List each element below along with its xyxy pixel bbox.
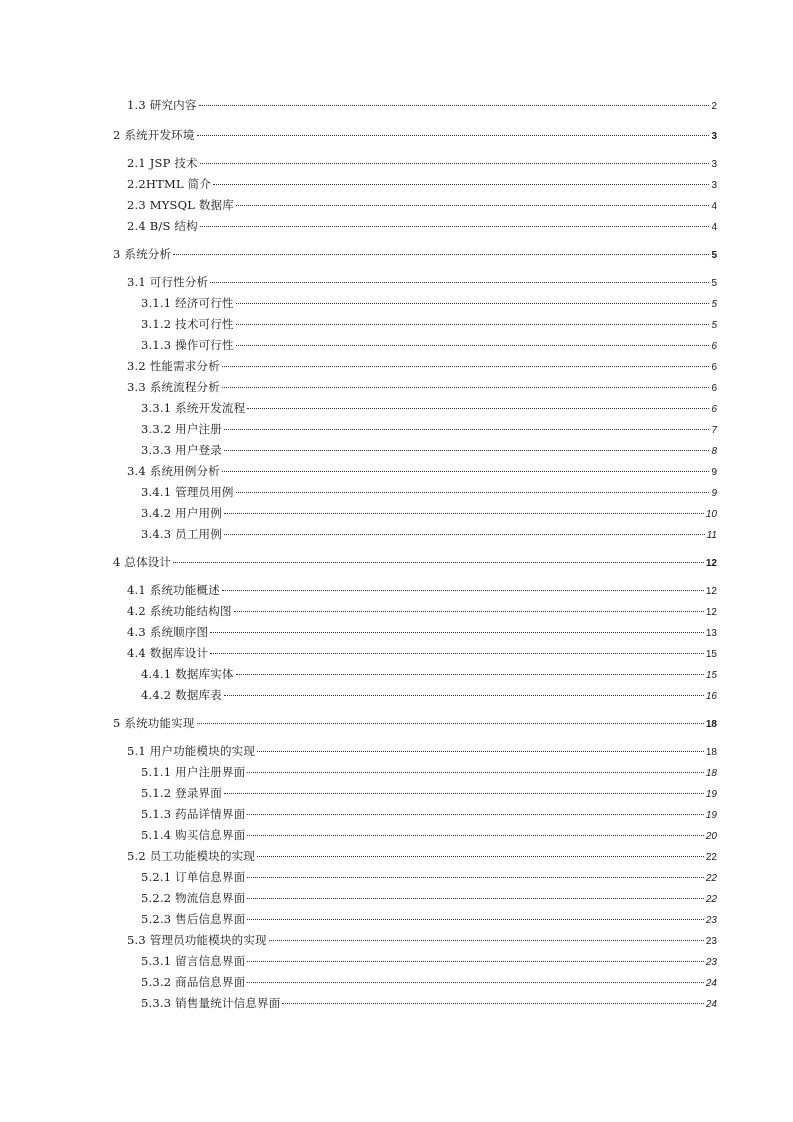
toc-entry[interactable] bbox=[141, 505, 717, 521]
toc-entry[interactable] bbox=[127, 97, 717, 113]
toc-entry-title: 5.3.1 留言信息界面 bbox=[141, 954, 246, 968]
toc-dot-leader bbox=[222, 590, 704, 591]
toc-page-number: 13 bbox=[705, 628, 717, 639]
toc-page-number: 5 bbox=[711, 320, 717, 331]
toc-dot-leader bbox=[269, 940, 704, 941]
toc-entry[interactable] bbox=[141, 785, 717, 801]
toc-dot-leader bbox=[173, 254, 709, 255]
toc-entry[interactable] bbox=[141, 295, 717, 311]
toc-dot-leader bbox=[222, 387, 709, 388]
toc-dot-leader bbox=[222, 366, 709, 367]
toc-dot-leader bbox=[247, 408, 709, 409]
toc-page-number: 3 bbox=[711, 180, 717, 191]
toc-entry[interactable] bbox=[141, 869, 717, 885]
toc-entry-title: 5.2 员工功能模块的实现 bbox=[127, 849, 256, 863]
toc-dot-leader bbox=[247, 919, 704, 920]
toc-page-number: 10 bbox=[705, 509, 717, 520]
toc-entry-title: 3.2 性能需求分析 bbox=[127, 359, 220, 373]
toc-dot-leader bbox=[247, 961, 704, 962]
toc-entry[interactable] bbox=[113, 246, 717, 262]
toc-entry[interactable] bbox=[113, 127, 717, 143]
toc-page-number: 4 bbox=[711, 201, 717, 212]
toc-entry[interactable] bbox=[141, 421, 717, 437]
toc-entry[interactable] bbox=[127, 932, 717, 948]
toc-entry-title: 5.1.3 药品详情界面 bbox=[141, 807, 246, 821]
toc-page-number: 20 bbox=[705, 831, 717, 842]
toc-dot-leader bbox=[247, 877, 704, 878]
toc-entry-title: 5.3.2 商品信息界面 bbox=[141, 975, 246, 989]
toc-entry[interactable] bbox=[141, 974, 717, 990]
toc-entry[interactable] bbox=[141, 764, 717, 780]
toc-page-number: 6 bbox=[711, 362, 717, 373]
toc-dot-leader bbox=[236, 205, 709, 206]
toc-entry[interactable] bbox=[113, 715, 717, 731]
toc-page-number: 6 bbox=[711, 404, 717, 415]
toc-entry-title: 5.1 用户功能模块的实现 bbox=[127, 744, 256, 758]
toc-dot-leader bbox=[224, 450, 710, 451]
toc-page-number: 9 bbox=[711, 488, 717, 499]
toc-entry[interactable] bbox=[141, 442, 717, 458]
toc-page-number: 7 bbox=[711, 425, 717, 436]
toc-page-number: 9 bbox=[711, 467, 717, 478]
toc-dot-leader bbox=[224, 429, 710, 430]
toc-entry-title: 5.3 管理员功能模块的实现 bbox=[127, 933, 267, 947]
toc-entry[interactable] bbox=[127, 645, 717, 661]
toc-entry[interactable] bbox=[113, 554, 717, 570]
toc-dot-leader bbox=[236, 492, 710, 493]
toc-dot-leader bbox=[236, 303, 710, 304]
toc-entry[interactable] bbox=[141, 337, 717, 353]
toc-page-number: 16 bbox=[705, 691, 717, 702]
toc-entry[interactable] bbox=[141, 953, 717, 969]
toc-entry-title: 2.1 JSP 技术 bbox=[127, 156, 198, 170]
toc-page-number: 22 bbox=[705, 894, 717, 905]
toc-page-number: 24 bbox=[705, 999, 717, 1010]
toc-entry-title: 3.3.1 系统开发流程 bbox=[141, 401, 246, 415]
toc-page-number: 12 bbox=[705, 586, 717, 597]
toc-entry[interactable] bbox=[127, 379, 717, 395]
toc-dot-leader bbox=[247, 898, 704, 899]
toc-page-number: 23 bbox=[705, 915, 717, 926]
toc-entry-title: 5.2.1 订单信息界面 bbox=[141, 870, 246, 884]
toc-dot-leader bbox=[224, 513, 704, 514]
toc-entry-title: 3.4.2 用户用例 bbox=[141, 506, 222, 520]
toc-entry-title: 3.1.1 经济可行性 bbox=[141, 296, 234, 310]
toc-entry-title: 3.3 系统流程分析 bbox=[127, 380, 220, 394]
toc-dot-leader bbox=[282, 1003, 703, 1004]
toc-page-number: 23 bbox=[705, 936, 717, 947]
toc-page-number: 19 bbox=[705, 810, 717, 821]
toc-entry[interactable] bbox=[127, 274, 717, 290]
toc-dot-leader bbox=[247, 772, 704, 773]
toc-page-number: 15 bbox=[705, 670, 717, 681]
toc-entry-title: 3.1.3 操作可行性 bbox=[141, 338, 234, 352]
toc-entry[interactable] bbox=[127, 743, 717, 759]
toc-page-number: 15 bbox=[705, 649, 717, 660]
toc-page-number: 18 bbox=[705, 768, 717, 779]
toc-entry[interactable] bbox=[127, 603, 717, 619]
toc-dot-leader bbox=[197, 135, 710, 136]
toc-entry-title: 3.1 可行性分析 bbox=[127, 275, 209, 289]
toc-dot-leader bbox=[236, 345, 710, 346]
toc-page-number: 5 bbox=[711, 299, 717, 310]
toc-page-number: 8 bbox=[711, 446, 717, 457]
toc-entry-title: 5.2.3 售后信息界面 bbox=[141, 912, 246, 926]
toc-entry[interactable] bbox=[127, 358, 717, 374]
toc-dot-leader bbox=[210, 632, 704, 633]
toc-entry[interactable] bbox=[127, 582, 717, 598]
toc-entry[interactable] bbox=[141, 484, 717, 500]
toc-entry-title: 3.3.2 用户注册 bbox=[141, 422, 222, 436]
toc-dot-leader bbox=[224, 695, 704, 696]
toc-dot-leader bbox=[234, 611, 704, 612]
toc-entry[interactable] bbox=[141, 400, 717, 416]
toc-entry-title: 3.4.3 员工用例 bbox=[141, 527, 222, 541]
toc-dot-leader bbox=[199, 105, 710, 106]
toc-page-number: 22 bbox=[705, 852, 717, 863]
toc-page-number: 5 bbox=[711, 278, 717, 289]
toc-entry[interactable] bbox=[141, 827, 717, 843]
toc-entry[interactable] bbox=[141, 806, 717, 822]
toc-dot-leader bbox=[224, 534, 705, 535]
toc-entry-title: 3 系统分析 bbox=[113, 247, 172, 261]
toc-page-number: 19 bbox=[705, 789, 717, 800]
toc-page-number: 11 bbox=[706, 530, 717, 541]
toc-entry-title: 4 总体设计 bbox=[113, 555, 172, 569]
toc-entry-title: 4.4.1 数据库实体 bbox=[141, 667, 234, 681]
toc-page-number: 4 bbox=[711, 222, 717, 233]
toc-entry[interactable] bbox=[141, 911, 717, 927]
toc-page-number: 18 bbox=[705, 747, 717, 758]
toc-entry-title: 5 系统功能实现 bbox=[113, 716, 195, 730]
toc-entry-title: 5.1.4 购买信息界面 bbox=[141, 828, 246, 842]
toc-entry[interactable] bbox=[127, 218, 717, 234]
toc-entry-title: 5.1.1 用户注册界面 bbox=[141, 765, 246, 779]
toc-entry[interactable] bbox=[127, 624, 717, 640]
toc-dot-leader bbox=[236, 674, 704, 675]
toc-entry-title: 2 系统开发环境 bbox=[113, 128, 195, 142]
toc-entry[interactable] bbox=[127, 176, 717, 192]
toc-page-number: 2 bbox=[711, 101, 717, 112]
toc-page-number: 3 bbox=[711, 131, 717, 142]
toc-entry[interactable] bbox=[127, 197, 717, 213]
toc-entry-title: 3.4.1 管理员用例 bbox=[141, 485, 234, 499]
toc-entry-title: 2.2HTML 简介 bbox=[127, 177, 212, 191]
toc-entry[interactable] bbox=[127, 848, 717, 864]
toc-entry[interactable] bbox=[141, 666, 717, 682]
toc-entry[interactable] bbox=[127, 155, 717, 171]
toc-page-number: 24 bbox=[705, 978, 717, 989]
toc-entry-title: 3.4 系统用例分析 bbox=[127, 464, 220, 478]
toc-entry-title: 3.1.2 技术可行性 bbox=[141, 317, 234, 331]
toc-dot-leader bbox=[173, 562, 704, 563]
toc-dot-leader bbox=[200, 226, 710, 227]
toc-page-number: 6 bbox=[711, 383, 717, 394]
toc-page-number: 23 bbox=[705, 957, 717, 968]
toc-entry[interactable] bbox=[127, 463, 717, 479]
toc-entry-title: 4.4 数据库设计 bbox=[127, 646, 209, 660]
toc-entry-title: 5.1.2 登录界面 bbox=[141, 786, 222, 800]
toc-entry[interactable] bbox=[141, 687, 717, 703]
toc-dot-leader bbox=[210, 282, 709, 283]
toc-entry-title: 4.4.2 数据库表 bbox=[141, 688, 222, 702]
toc-entry[interactable] bbox=[141, 890, 717, 906]
toc-entry-title: 1.3 研究内容 bbox=[127, 98, 197, 112]
toc-dot-leader bbox=[247, 814, 704, 815]
toc-entry-title: 2.4 B/S 结构 bbox=[127, 219, 198, 233]
toc-page-number: 18 bbox=[705, 719, 717, 730]
toc-entry[interactable] bbox=[141, 995, 717, 1011]
toc-dot-leader bbox=[213, 184, 709, 185]
toc-entry[interactable] bbox=[141, 316, 717, 332]
toc-entry-title: 5.2.2 物流信息界面 bbox=[141, 891, 246, 905]
toc-dot-leader bbox=[257, 856, 704, 857]
toc-dot-leader bbox=[200, 163, 710, 164]
toc-page-number: 3 bbox=[711, 159, 717, 170]
toc-dot-leader bbox=[236, 324, 710, 325]
toc-dot-leader bbox=[210, 653, 704, 654]
toc-dot-leader bbox=[257, 751, 704, 752]
toc-dot-leader bbox=[224, 793, 704, 794]
toc-page-number: 22 bbox=[705, 873, 717, 884]
toc-entry-title: 2.3 MYSQL 数据库 bbox=[127, 198, 235, 212]
toc-page-number: 5 bbox=[711, 250, 717, 261]
toc-page-number: 6 bbox=[711, 341, 717, 352]
toc-entry-title: 4.2 系统功能结构图 bbox=[127, 604, 232, 618]
toc-entry-title: 5.3.3 销售量统计信息界面 bbox=[141, 996, 281, 1010]
toc-page-number: 12 bbox=[705, 607, 717, 618]
toc-entry[interactable] bbox=[141, 526, 717, 542]
toc-entry-title: 4.3 系统顺序图 bbox=[127, 625, 209, 639]
toc-entry-title: 3.3.3 用户登录 bbox=[141, 443, 222, 457]
toc-dot-leader bbox=[247, 835, 704, 836]
toc-dot-leader bbox=[222, 471, 709, 472]
toc-entry-title: 4.1 系统功能概述 bbox=[127, 583, 220, 597]
toc-dot-leader bbox=[247, 982, 704, 983]
toc-dot-leader bbox=[197, 723, 704, 724]
toc-page-number: 12 bbox=[705, 558, 717, 569]
